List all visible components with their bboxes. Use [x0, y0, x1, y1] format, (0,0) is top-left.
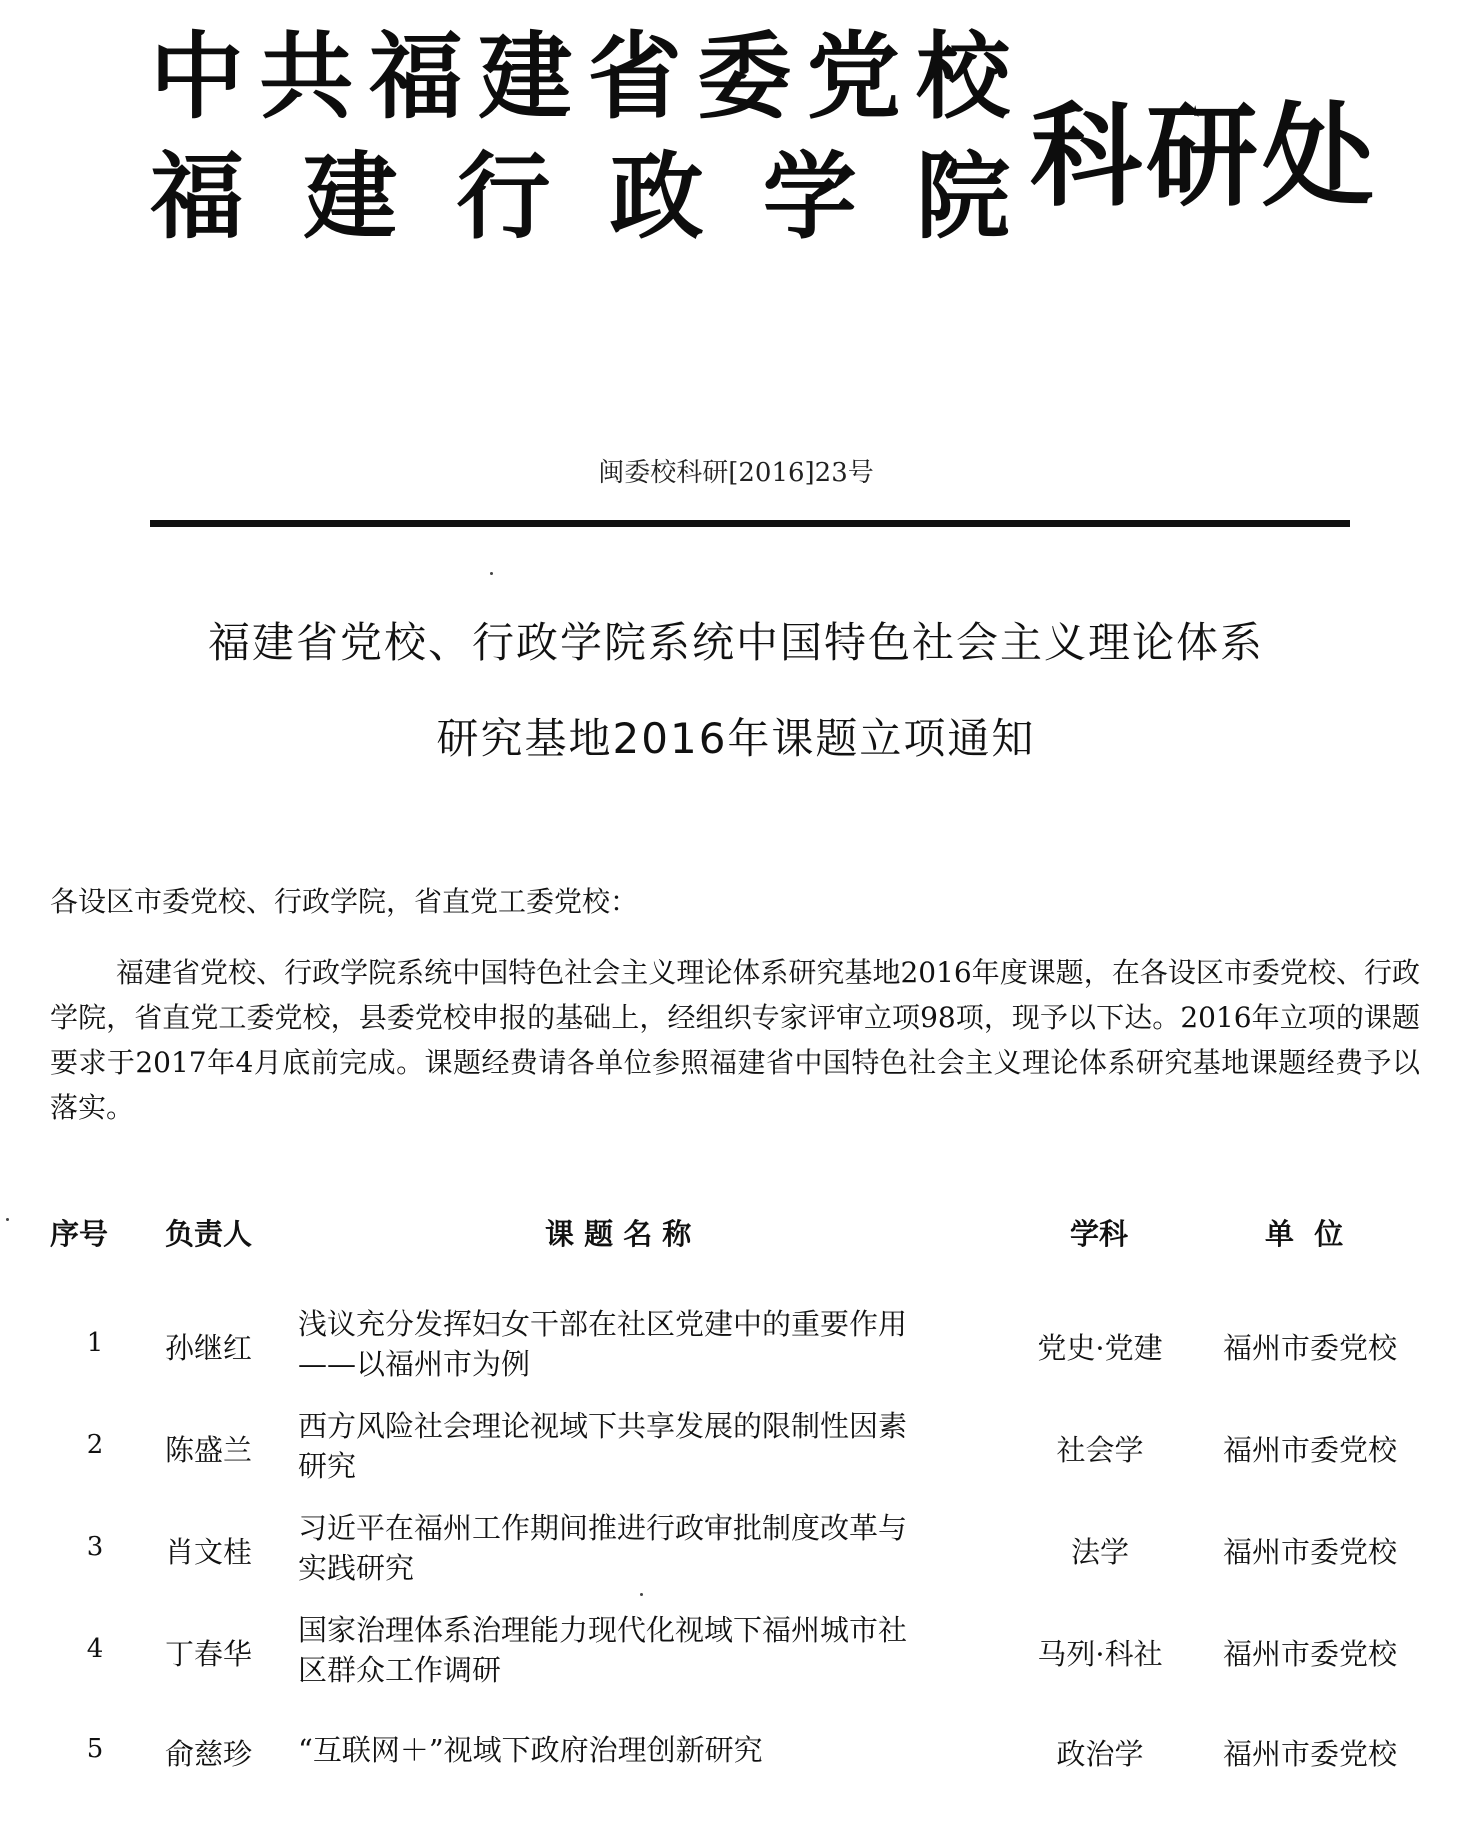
- header-subject: 学科: [1070, 1217, 1129, 1251]
- row-topic-line: “互联网＋”视域下政府治理创新研究: [298, 1733, 763, 1767]
- row-number: 4: [86, 1634, 104, 1664]
- letterhead-char: 中: [150, 23, 245, 132]
- row-topic-line: 实践研究: [298, 1551, 415, 1585]
- row-leader: 孙继红: [165, 1331, 253, 1365]
- header-unit: 单 位: [1265, 1217, 1344, 1251]
- row-number: 3: [86, 1532, 104, 1562]
- row-unit: 福州市委党校: [1222, 1737, 1397, 1771]
- row-leader: 俞慈珍: [165, 1737, 253, 1771]
- letterhead-line-2: [150, 138, 1010, 258]
- letterhead-char: 院: [915, 143, 1010, 252]
- letterhead-char: 委: [697, 23, 792, 132]
- row-topic: [298, 1730, 998, 1770]
- letterhead-char: 共: [259, 23, 354, 132]
- row-leader: 丁春华: [165, 1637, 253, 1671]
- row-subject: 政治学: [1056, 1737, 1144, 1771]
- row-topic-line: 研究: [298, 1449, 357, 1483]
- row-topic-line: 浅议充分发挥妇女干部在社区党建中的重要作用: [298, 1307, 908, 1341]
- letterhead-line-1: [150, 18, 1010, 138]
- row-subject: 党史·党建: [1037, 1331, 1163, 1365]
- header-leader: 负责人: [165, 1217, 253, 1251]
- letterhead-char: 政: [609, 143, 704, 252]
- row-leader: 肖文桂: [165, 1535, 253, 1569]
- header-rule: [150, 520, 1350, 527]
- row-topic: [298, 1406, 998, 1486]
- row-number: 5: [86, 1734, 104, 1764]
- row-topic: [298, 1304, 998, 1384]
- scan-speck: [640, 1593, 643, 1596]
- row-topic-line: 国家治理体系治理能力现代化视域下福州城市社: [298, 1613, 908, 1647]
- notice-title-line-1: 福建省党校、行政学院系统中国特色社会主义理论体系: [207, 618, 1264, 667]
- row-unit: 福州市委党校: [1222, 1535, 1397, 1569]
- row-subject: 社会学: [1056, 1433, 1144, 1467]
- row-subject: 法学: [1070, 1535, 1129, 1569]
- letterhead-char: 建: [478, 23, 573, 132]
- letterhead-names: [150, 18, 1010, 258]
- letterhead-char: 党: [806, 23, 901, 132]
- row-subject: 马列·科社: [1037, 1637, 1163, 1671]
- row-number: 2: [86, 1430, 104, 1460]
- letterhead-char: 建: [303, 143, 398, 252]
- header-no: 序号: [50, 1217, 109, 1251]
- row-unit: 福州市委党校: [1222, 1433, 1397, 1467]
- row-unit: 福州市委党校: [1222, 1331, 1397, 1365]
- row-leader: 陈盛兰: [165, 1433, 253, 1467]
- letterhead-char: 校: [915, 23, 1010, 132]
- letterhead-department: 科研处: [1030, 92, 1378, 222]
- letterhead-char: 福: [150, 143, 245, 252]
- row-topic-line: ——以福州市为例: [298, 1347, 531, 1381]
- letterhead-char: 行: [456, 143, 551, 252]
- letterhead-char: 省: [587, 23, 682, 132]
- row-topic-line: 区群众工作调研: [298, 1653, 502, 1687]
- document-number: 闽委校科研[2016]23号: [598, 458, 874, 488]
- row-number: 1: [86, 1328, 104, 1358]
- letterhead-char: 学: [762, 143, 857, 252]
- scan-speck: [490, 572, 493, 575]
- scan-speck: [6, 1218, 9, 1221]
- row-unit: 福州市委党校: [1222, 1637, 1397, 1671]
- table-header: [0, 1212, 1472, 1262]
- header-topic: 课 题 名 称: [545, 1217, 692, 1251]
- notice-title-line-2: 研究基地2016年课题立项通知: [436, 714, 1036, 763]
- row-topic-line: 西方风险社会理论视域下共享发展的限制性因素: [298, 1409, 908, 1443]
- letterhead-char: 福: [368, 23, 463, 132]
- body-paragraph: 福建省党校、行政学院系统中国特色社会主义理论体系研究基地2016年度课题，在各设区市委党校、行政学院，省直党工委党校，县委党校申报的基础上，经组织专家评审立项98项，现予以下达。2016年立项的课题要求于2017年4月底前完成。课题经费请各单位参照福建省中国特色社会主义理论体系研究基地课题经费予以落实。: [50, 956, 1420, 1124]
- row-topic-line: 习近平在福州工作期间推进行政审批制度改革与: [298, 1511, 908, 1545]
- row-topic: [298, 1508, 998, 1588]
- row-topic: [298, 1610, 998, 1690]
- addressee: 各设区市委党校、行政学院，省直党工委党校：: [50, 885, 639, 918]
